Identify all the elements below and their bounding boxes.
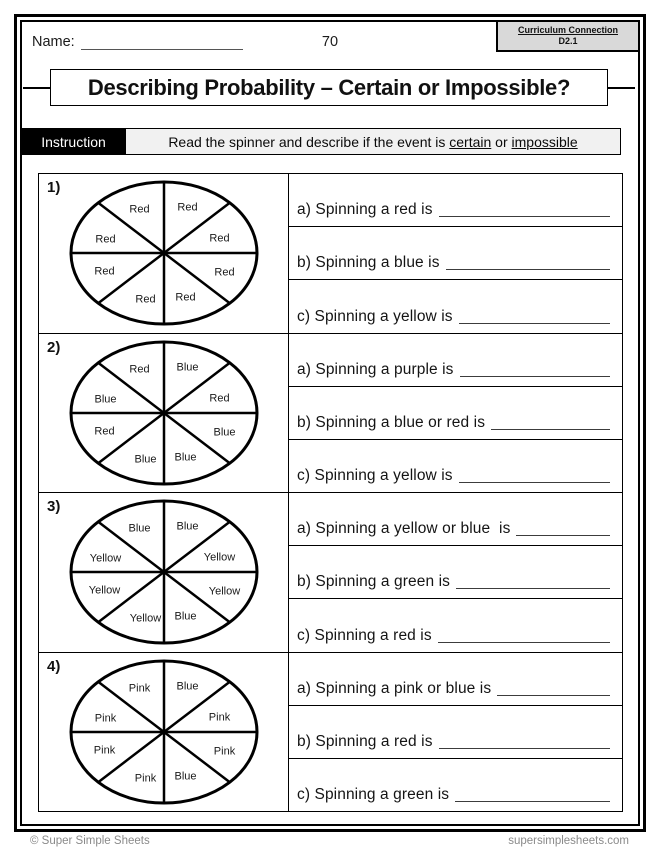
question-text: c) Spinning a yellow is xyxy=(297,307,453,325)
instruction-bar xyxy=(22,128,621,155)
spinner-cell-4 xyxy=(39,653,289,812)
question-text: b) Spinning a green is xyxy=(297,573,450,591)
question-row xyxy=(289,440,622,492)
spinner-segment-label: Yellow xyxy=(208,585,240,598)
spinner-cell-1 xyxy=(39,174,289,333)
instruction-word-impossible: impossible xyxy=(511,133,578,150)
worksheet-row-4 xyxy=(39,653,622,812)
answer-blank-line xyxy=(456,576,610,589)
spinner-segment-label: Red xyxy=(174,291,196,304)
copyright-text: © Super Simple Sheets xyxy=(30,835,150,847)
question-text: a) Spinning a yellow or blue is xyxy=(297,520,511,538)
instruction-label: Instruction xyxy=(22,128,125,155)
answer-blank-line xyxy=(497,683,610,696)
row-number: 2) xyxy=(47,338,61,356)
answer-blank-line xyxy=(439,736,610,749)
spinner-segment-label: Blue xyxy=(212,426,236,439)
spinner-1-graphic xyxy=(64,178,264,328)
question-text: b) Spinning a blue or red is xyxy=(297,413,486,431)
answer-blank-line xyxy=(516,523,610,536)
spinner-cell-3 xyxy=(39,493,289,652)
spinner-3-graphic xyxy=(64,497,264,647)
instruction-word-certain: certain xyxy=(449,133,492,150)
questions-cell-4 xyxy=(289,653,622,812)
curriculum-connection-label: Curriculum Connection xyxy=(517,25,618,35)
spinner-segment-label: Yellow xyxy=(129,612,161,625)
question-row xyxy=(289,334,622,387)
worksheet-title: Describing Probability – Certain or Impossible? xyxy=(87,74,571,100)
spinner-segment-label: Blue xyxy=(93,393,117,406)
question-text: b) Spinning a red is xyxy=(297,732,433,750)
row-number: 4) xyxy=(47,657,61,675)
question-text: c) Spinning a red is xyxy=(297,626,432,644)
spinner-segment-label: Blue xyxy=(175,680,199,693)
spinner-segment-label: Yellow xyxy=(203,551,235,564)
page-number: 70 xyxy=(321,34,339,50)
worksheet-row-2 xyxy=(39,334,622,494)
spinner-2-graphic xyxy=(64,338,264,488)
instruction-text xyxy=(125,128,621,155)
question-row xyxy=(289,387,622,440)
question-row xyxy=(289,280,622,332)
page-outer-border xyxy=(14,14,646,832)
spinner-segment-label: Red xyxy=(176,201,198,214)
answer-blank-line xyxy=(455,789,610,802)
spinner-segment-label: Red xyxy=(128,203,150,216)
answer-blank-line xyxy=(460,364,610,377)
worksheet-row-3 xyxy=(39,493,622,653)
spinner-segment-label: Pink xyxy=(94,712,116,725)
spinner-4-graphic xyxy=(64,657,264,807)
page-inner-border xyxy=(20,20,640,826)
question-row xyxy=(289,599,622,651)
spinner-segment-label: Blue xyxy=(173,610,197,623)
website-text: supersimplesheets.com xyxy=(508,835,629,847)
question-row xyxy=(289,493,622,546)
spinner-cell-2 xyxy=(39,334,289,493)
spinner-segment-label: Red xyxy=(208,392,230,405)
question-text: c) Spinning a yellow is xyxy=(297,467,453,485)
question-row xyxy=(289,546,622,599)
worksheet-row-1 xyxy=(39,174,622,334)
question-row xyxy=(289,759,622,811)
spinner-segment-label: Pink xyxy=(134,772,156,785)
answer-blank-line xyxy=(459,311,610,324)
spinner-segment-label: Pink xyxy=(213,745,235,758)
spinner-segment-label: Pink xyxy=(128,682,150,695)
question-text: a) Spinning a pink or blue is xyxy=(297,679,492,697)
spinner-segment-label: Red xyxy=(128,363,150,376)
instruction-text-or: or xyxy=(491,133,512,150)
spinner-segment-label: Pink xyxy=(93,744,115,757)
questions-cell-3 xyxy=(289,493,622,652)
spinner-segment-label: Blue xyxy=(175,361,199,374)
questions-cell-2 xyxy=(289,334,622,493)
spinner-segment-label: Red xyxy=(213,266,235,279)
question-row xyxy=(289,653,622,706)
spinner-segment-label: Blue xyxy=(175,520,199,533)
spinner-segment-label: Blue xyxy=(173,451,197,464)
spinner-segment-label: Red xyxy=(208,232,230,245)
spinner-segment-label: Red xyxy=(94,233,116,246)
questions-cell-1 xyxy=(289,174,622,333)
worksheet-title-box xyxy=(50,69,608,106)
curriculum-connection-box xyxy=(496,22,638,52)
row-number: 3) xyxy=(47,498,61,515)
spinner-segment-label: Pink xyxy=(208,711,230,724)
question-row xyxy=(289,227,622,280)
question-row xyxy=(289,706,622,759)
question-text: a) Spinning a red is xyxy=(297,201,433,219)
answer-blank-line xyxy=(439,204,610,217)
curriculum-code: D2.1 xyxy=(558,36,578,46)
spinner-segment-label: Blue xyxy=(173,770,197,783)
spinner-segment-label: Blue xyxy=(127,522,151,535)
question-text: b) Spinning a blue is xyxy=(297,254,440,272)
instruction-text-prefix: Read the spinner and describe if the event is xyxy=(168,133,450,150)
name-label: Name: xyxy=(32,34,75,50)
spinner-segment-label: Red xyxy=(93,425,115,438)
answer-blank-line xyxy=(491,417,610,430)
answer-blank-line xyxy=(446,257,610,270)
spinner-segment-label: Red xyxy=(93,265,115,278)
spinner-segment-label: Red xyxy=(134,293,156,306)
question-text: a) Spinning a purple is xyxy=(297,360,454,378)
question-row xyxy=(289,174,622,227)
answer-blank-line xyxy=(438,630,610,643)
row-number: 1) xyxy=(47,179,61,196)
spinner-segment-label: Yellow xyxy=(89,552,121,565)
question-text: c) Spinning a green is xyxy=(297,786,450,804)
worksheet-table xyxy=(38,173,623,812)
spinner-segment-label: Yellow xyxy=(88,584,120,597)
answer-blank-line xyxy=(459,470,610,483)
spinner-segment-label: Blue xyxy=(133,453,157,466)
page-footer xyxy=(30,835,629,847)
